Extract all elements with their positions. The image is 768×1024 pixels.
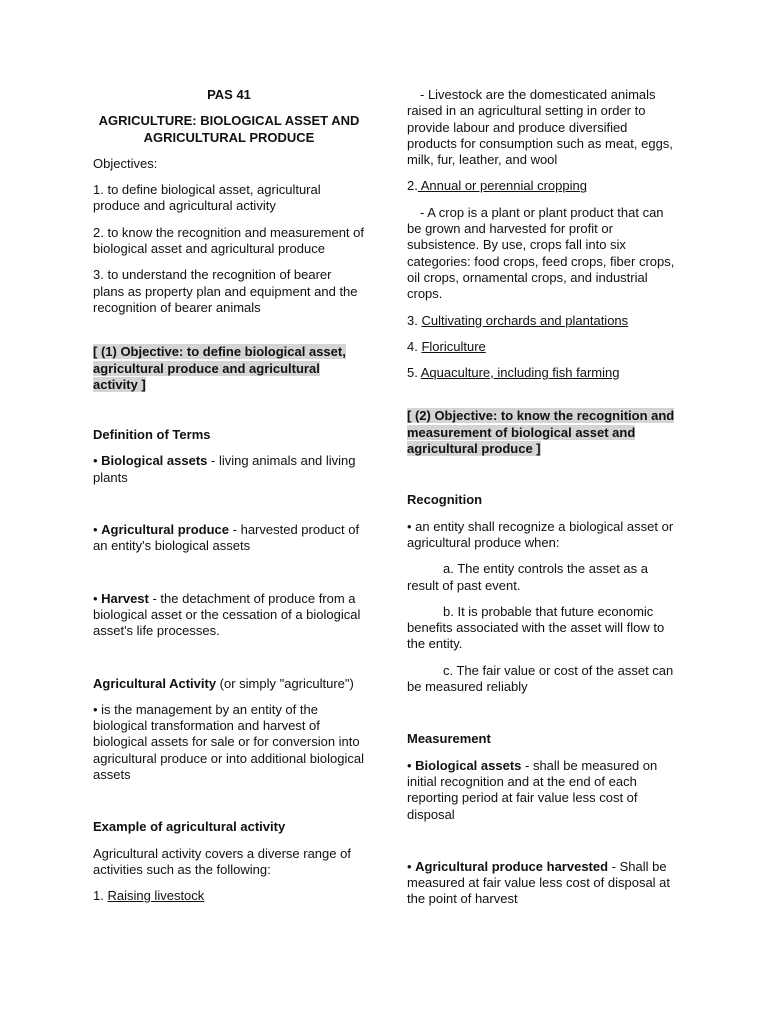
example-item-2: 2. Annual or perennial cropping	[407, 178, 587, 194]
example-intro: Agricultural activity covers a diverse range of activities such as the following:	[93, 845, 351, 877]
objective-item-3: 3. to understand the recognition of bearer plans as property plan and equipment and the recognition of bearer animals	[93, 267, 358, 315]
measurement-biological-assets: • Biological assets - shall be measured on initial recognition and at the end of each reporting period at fair value less cost of disposal	[407, 757, 658, 822]
recognition-item-b: b. It is probable that future economic benefits associated with the asset will flow to the entity.	[407, 603, 665, 652]
document-subtitle: AGRICULTURE: BIOLOGICAL ASSET AND AGRICULTURAL PRODUCE	[98, 113, 360, 145]
example-item-3: 3. Cultivating orchards and plantations	[407, 312, 629, 328]
recognition-heading: Recognition	[407, 492, 483, 508]
right-column	[407, 87, 679, 908]
objective-2-heading: [ (2) Objective: to know the recognition and measurement of biological asset and agricultural produce ]	[407, 408, 675, 457]
objective-item-1: 1. to define biological asset, agricultural produce and agricultural activity	[93, 182, 321, 214]
example-heading: Example of agricultural activity	[93, 819, 286, 835]
example-item-5: 5. Aquaculture, including fish farming	[407, 365, 620, 381]
measurement-heading: Measurement	[407, 731, 491, 747]
term-harvest: • Harvest - the detachment of produce from a biological asset or the cessation of a biological asset's life processes.	[93, 590, 361, 639]
livestock-description: - Livestock are the domesticated animals raised in an agricultural setting in order to provide labour and produce diversified products for consumption such as meat, eggs, milk, fur, leather, and wool	[407, 87, 673, 168]
measurement-agricultural-produce: • Agricultural produce harvested - Shall be measured at fair value less cost of disposal at the point of harvest	[407, 858, 671, 907]
term-agricultural-produce: • Agricultural produce - harvested product of an entity's biological assets	[93, 522, 360, 554]
recognition-item-c: c. The fair value or cost of the asset can be measured reliably	[407, 662, 674, 695]
term-biological-assets: • Biological assets - living animals and living plants	[93, 453, 356, 485]
recognition-intro: • an entity shall recognize a biological asset or agricultural produce when:	[407, 518, 674, 550]
agricultural-activity-heading: Agricultural Activity (or simply "agriculture")	[93, 675, 354, 691]
definition-of-terms-heading: Definition of Terms	[93, 427, 211, 443]
document-title: PAS 41	[207, 87, 251, 102]
objective-item-2: 2. to know the recognition and measurement of biological asset and agricultural produce	[93, 224, 364, 257]
crop-description: - A crop is a plant or plant product that can be grown and harvested for profit or subsistence. By use, crops fall into six categories: food crops, feed crops, fiber crops, oil crops, ornamental crops, and industrial crops.	[407, 204, 675, 302]
objective-1-heading: [ (1) Objective: to define biological asset, agricultural produce and agricultural activity ]	[93, 344, 346, 392]
example-item-4: 4. Floriculture	[407, 338, 486, 354]
recognition-item-a: a. The entity controls the asset as a result of past event.	[407, 561, 648, 593]
left-column	[93, 87, 365, 905]
agricultural-activity-definition: • is the management by an entity of the biological transformation and harvest of biological assets for sale or for conversion into agricultural produce or into additional biological assets	[93, 701, 365, 783]
objectives-label: Objectives:	[93, 155, 158, 171]
example-item-1: 1. Raising livestock	[93, 888, 205, 904]
